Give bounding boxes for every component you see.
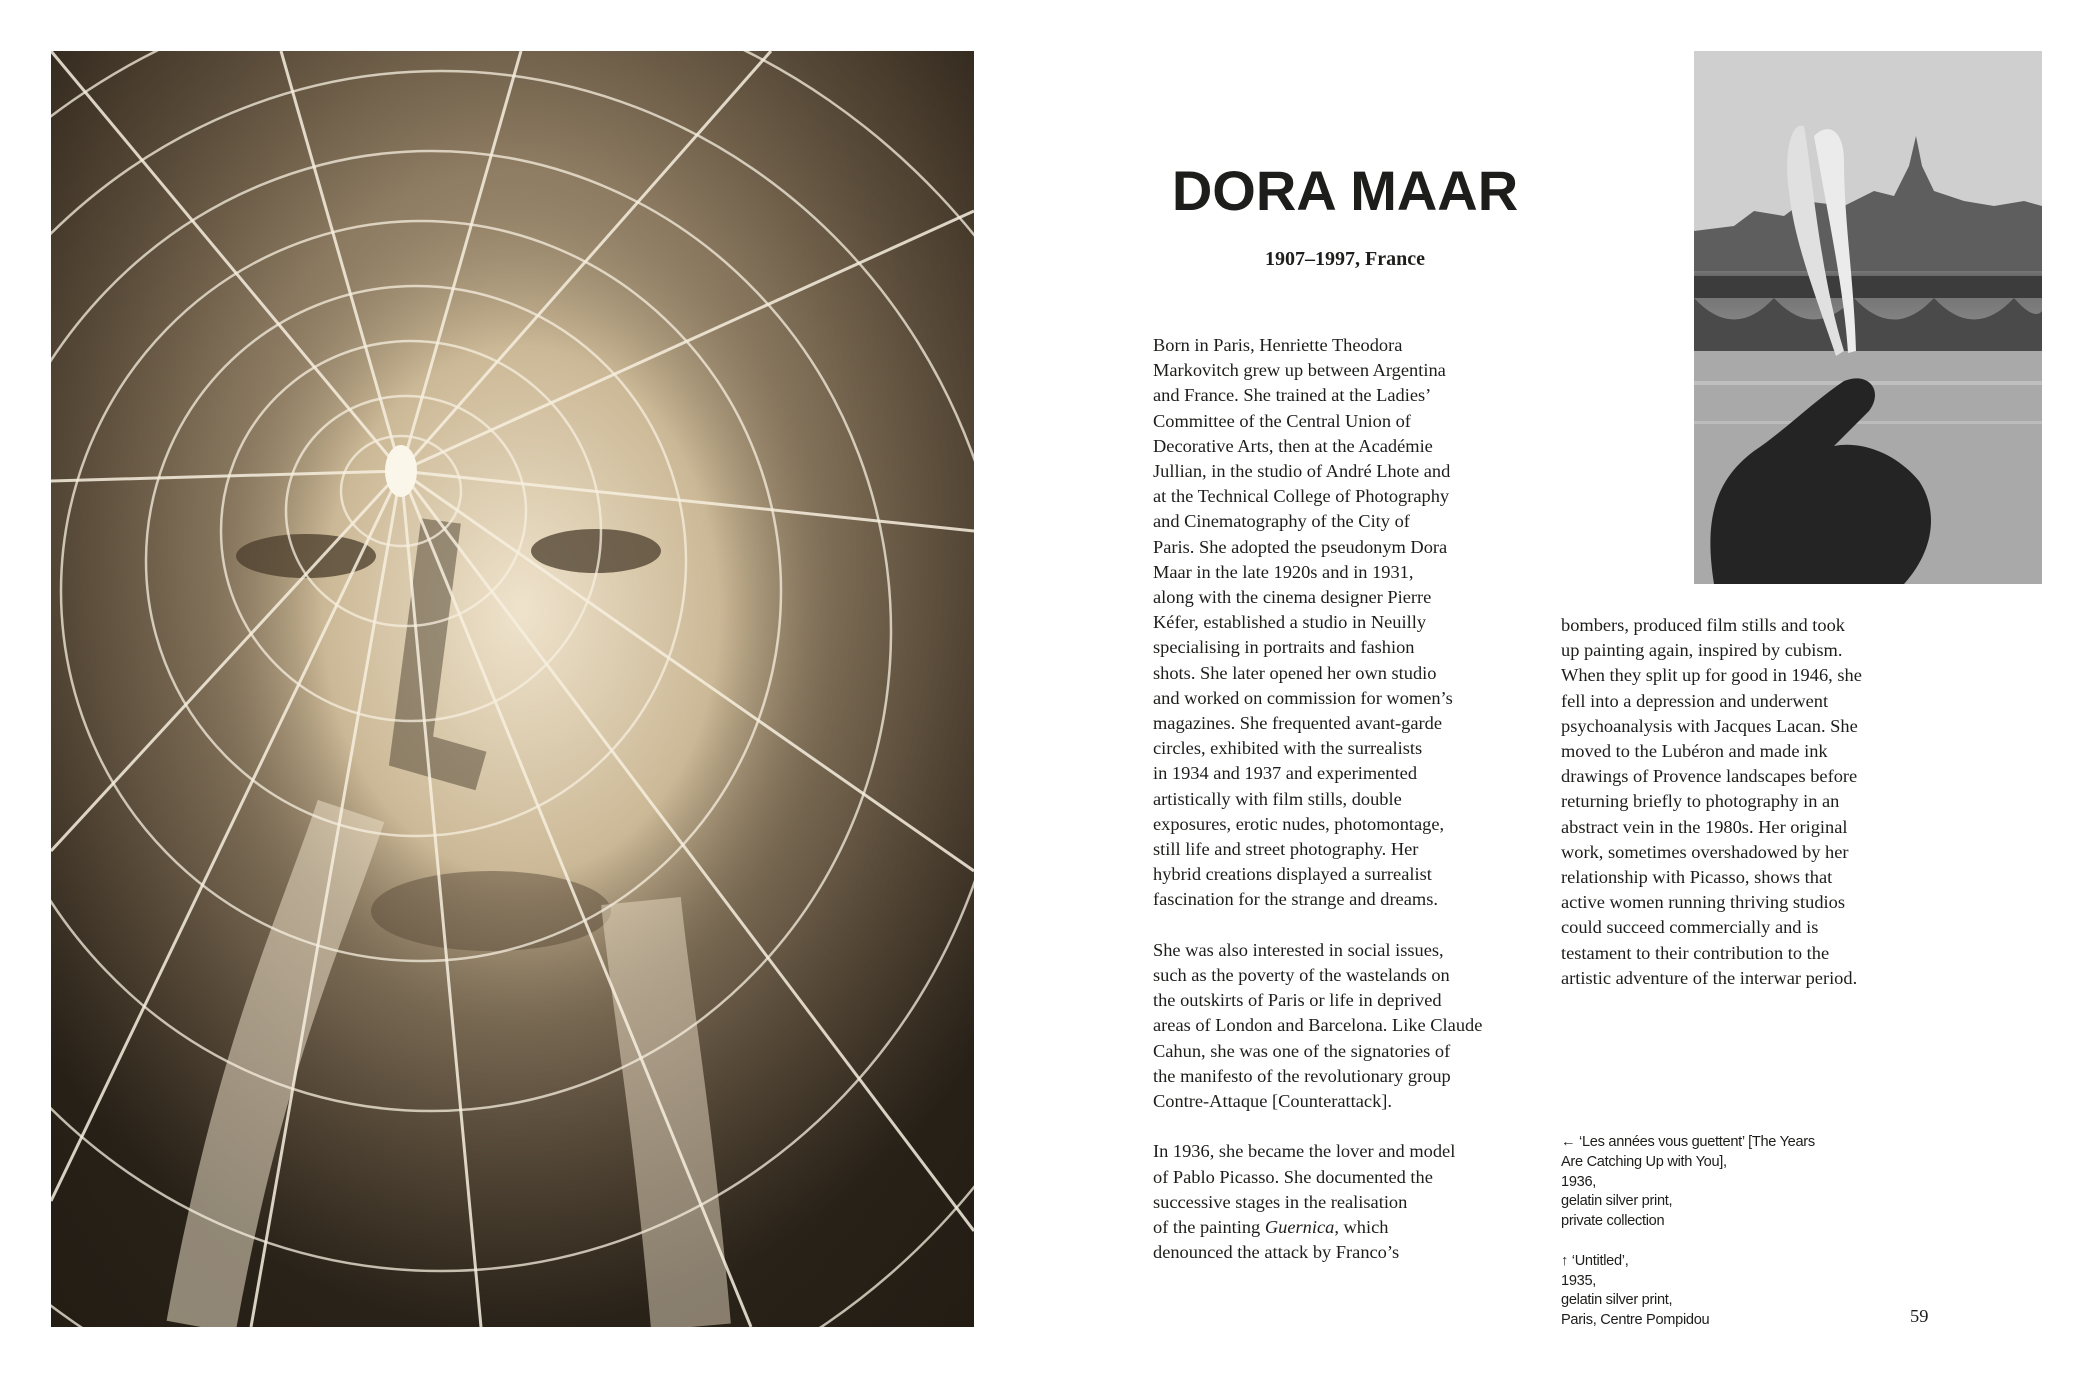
- body-paragraph: Born in Paris, Henriette Theodora Markovitch grew up between Argentina and France. She trained at the Ladies’ Committee of the Central Union of Decorative Arts, then at the Académie Jullian, in the studio of André Lhote and at the Technical College of Photography and Cinematography of the City of Paris. She adopted the pseudonym Dora Maar in the late 1920s and in 1931, along with the cinema designer Pierre Kéfer, established a studio in Neuilly specialising in portraits and fashion shots. She later opened her own studio and worked on commission for women’s magazines. She frequented avant-garde circles, exhibited with the surrealists in 1934 and 1937 and experimented artistically with film stills, double exposures, erotic nudes, photomontage, still life and street photography. Her hybrid creations displayed a surrealist fascination for the strange and dreams.: [1153, 335, 1453, 910]
- body-text: In 1936, she became the lover and model of Pablo Picasso. She documented the successive stages in the realisation of the painting: [1153, 1141, 1456, 1238]
- photo-captions: [1561, 1133, 1891, 1351]
- artwork-title-italic: Guernica: [1264, 1217, 1335, 1238]
- page-title: DORA MAAR: [1171, 159, 1519, 222]
- page-number: 59: [1910, 1306, 1929, 1326]
- portrait-photo-graphic: [51, 51, 974, 1327]
- artist-dates: 1907–1997, France: [1265, 248, 1425, 270]
- photomontage-graphic: [1694, 51, 2042, 584]
- body-paragraph: [1153, 1139, 1543, 1265]
- caption-left-photo: ← ‘Les années vous guettent’ [The Years Are Catching Up with You], 1936, gelatin silver print, private collection: [1561, 1134, 1815, 1230]
- untitled-photomontage-photo: [1694, 51, 2042, 584]
- body-column-left: [1153, 333, 1543, 1291]
- portrait-photo-spider-web: [51, 51, 974, 1327]
- body-text: , which denounced the attack by Franco’s: [1153, 1217, 1400, 1263]
- body-paragraph: bombers, produced film stills and took up painting again, inspired by cubism. When they split up for good in 1946, she fell into a depression and underwent psychoanalysis with Jacques Lacan. She moved to the Lubéron and made ink drawings of Provence landscapes before returning briefly to photography in an abstract vein in the 1980s. Her original work, sometimes overshadowed by her relationship with Picasso, shows that active women running thriving studios could succeed commercially and is testament to their contribution to the artistic adventure of the interwar period.: [1561, 615, 1862, 988]
- body-paragraph: She was also interested in social issues, such as the poverty of the wastelands on the outskirts of Paris or life in deprived areas of London and Barcelona. Like Claude Cahun, she was one of the signatories of the manifesto of the revolutionary group Contre-Attaque [Counterattack].: [1153, 939, 1483, 1112]
- caption-top-photo: ↑ ‘Untitled’, 1935, gelatin silver print, Paris, Centre Pompidou: [1561, 1252, 1710, 1329]
- body-column-right: [1561, 613, 1951, 1016]
